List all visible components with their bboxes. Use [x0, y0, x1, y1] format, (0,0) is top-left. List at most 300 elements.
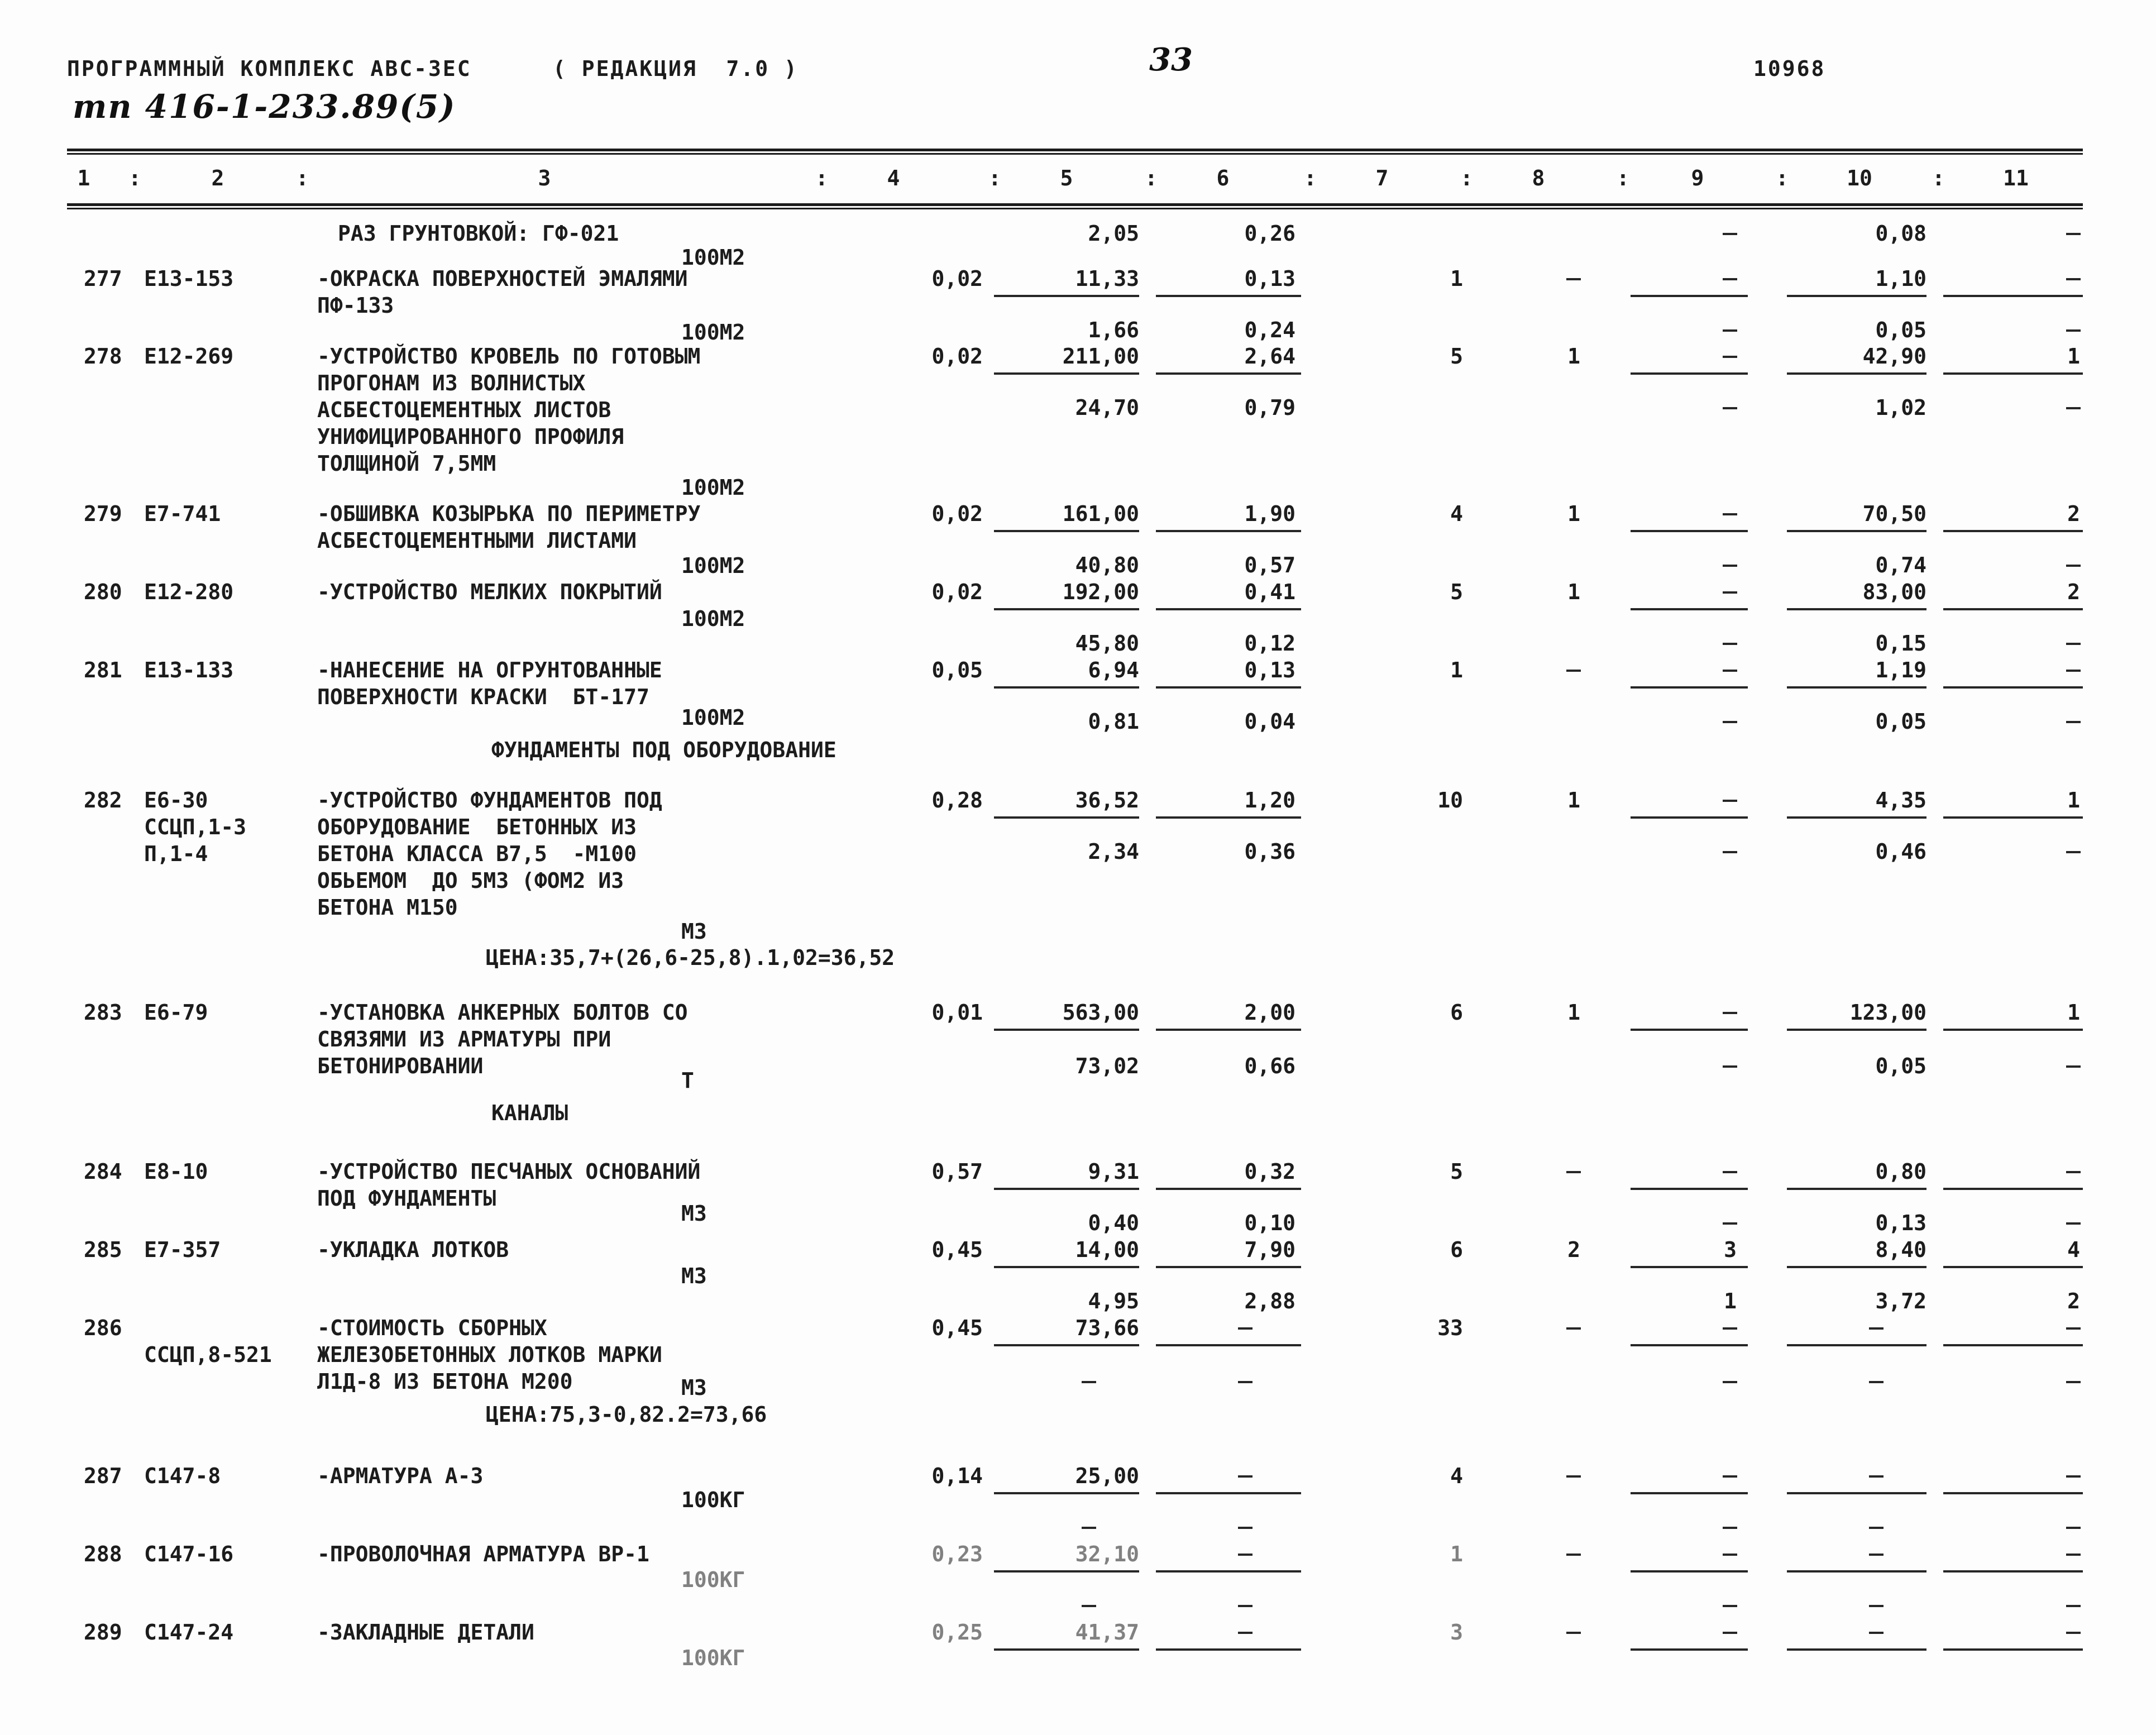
value-c8: 1 [1567, 788, 1580, 812]
price-formula: ЦЕНА:35,7+(26,6-25,8).1,02=36,52 [486, 945, 895, 970]
underline-c10 [1787, 1492, 1926, 1494]
value-c7: 6 [1450, 1237, 1463, 1262]
value-c11: 1 [2067, 788, 2080, 812]
underline-c9 [1631, 1029, 1748, 1031]
value-dash-c6 [1238, 1475, 1253, 1478]
underline-c6 [1156, 1344, 1301, 1346]
sub-dash-c11 [2066, 1222, 2081, 1225]
work-description-line: ОБОРУДОВАНИЕ БЕТОННЫХ ИЗ [317, 815, 637, 839]
work-description-line: -УСТРОЙСТВО ПЕСЧАНЫХ ОСНОВАНИЙ [317, 1159, 701, 1184]
sub-dash-c11 [2066, 329, 2081, 332]
row-number: 285 [84, 1237, 122, 1262]
value-c4: 0,45 [931, 1237, 983, 1262]
unit-of-measure: 100КГ [681, 1646, 745, 1670]
column-separator: : [1460, 166, 1473, 190]
value-c4: 0,28 [931, 788, 983, 812]
value-c4: 0,02 [931, 501, 983, 526]
resource-code: С147-8 [144, 1464, 221, 1488]
value-c10: 123,00 [1849, 1000, 1926, 1025]
value-c8: 1 [1567, 344, 1580, 369]
sub-value-c10: 0,05 [1875, 1054, 1926, 1078]
program-title: ПРОГРАММНЫЙ КОМПЛЕКС АВС-3ЕС [67, 56, 472, 81]
value-c4: 0,02 [931, 344, 983, 369]
underline-c6 [1156, 372, 1301, 375]
column-separator: : [296, 166, 309, 190]
doc-code: 10968 [1753, 56, 1826, 81]
underline-c5 [994, 1188, 1139, 1190]
work-description-line: -ОКРАСКА ПОВЕРХНОСТЕЙ ЭМАЛЯМИ [317, 266, 688, 291]
underline-c5 [994, 1266, 1139, 1268]
price-formula: ЦЕНА:75,3-0,82.2=73,66 [486, 1402, 767, 1427]
unit-of-measure: 100М2 [681, 553, 745, 578]
value-c4: 0,05 [931, 658, 983, 682]
sub-dash-c5 [1082, 1381, 1096, 1383]
value-dash-c9 [1723, 1171, 1737, 1173]
underline-c6 [1156, 1648, 1301, 1651]
sub-dash-c9 [1723, 407, 1737, 409]
value-c7: 1 [1450, 658, 1463, 682]
value-dash-c11 [2066, 1632, 2081, 1634]
underline-c9 [1631, 1266, 1748, 1268]
sub-dash-c6 [1238, 1605, 1253, 1607]
value-c9: 3 [1724, 1237, 1737, 1262]
underline-c6 [1156, 1492, 1301, 1494]
underline-c6 [1156, 816, 1301, 819]
sub-dash-c11 [2066, 1065, 2081, 1068]
row-number: 283 [84, 1000, 122, 1025]
unit-of-measure: 100КГ [681, 1567, 745, 1592]
value-dash-c11 [2066, 233, 2081, 235]
work-description-line: СВЯЗЯМИ ИЗ АРМАТУРЫ ПРИ [317, 1027, 611, 1051]
value-c7: 5 [1450, 344, 1463, 369]
value-c10: 1,10 [1875, 266, 1926, 291]
sub-dash-c9 [1723, 329, 1737, 332]
column-separator: : [1617, 166, 1629, 190]
underline-c5 [994, 1492, 1139, 1494]
resource-code: Е12-280 [144, 580, 234, 604]
header-rule-bottom [67, 203, 2083, 206]
sub-dash-c11 [2066, 851, 2081, 853]
value-c4: 0,01 [931, 1000, 983, 1025]
underline-c10 [1787, 530, 1926, 532]
underline-c9 [1631, 530, 1748, 532]
value-c5: 41,37 [1075, 1620, 1139, 1645]
resource-code: С147-16 [144, 1542, 234, 1566]
sub-value-c5: 45,80 [1075, 631, 1139, 656]
work-description-line: УНИФИЦИРОВАННОГО ПРОФИЛЯ [317, 424, 624, 449]
sub-value-c6: 0,24 [1244, 318, 1295, 342]
row-number: 279 [84, 501, 122, 526]
sub-dash-c11 [2066, 643, 2081, 645]
underline-c11 [1943, 372, 2083, 375]
unit-of-measure: М3 [681, 1201, 707, 1226]
underline-c9 [1631, 686, 1748, 689]
underline-c9 [1631, 1188, 1748, 1190]
underline-c11 [1943, 1266, 2083, 1268]
value-dash-c11 [2066, 1171, 2081, 1173]
value-dash-c6 [1238, 1554, 1253, 1556]
work-description-line: -УСТРОЙСТВО КРОВЕЛЬ ПО ГОТОВЫМ [317, 344, 701, 369]
value-c5: 32,10 [1075, 1542, 1139, 1566]
column-header-7: 7 [1375, 166, 1389, 190]
underline-c6 [1156, 1029, 1301, 1031]
underline-c5 [994, 295, 1139, 297]
underline-c5 [994, 530, 1139, 532]
sub-dash-c10 [1869, 1527, 1883, 1529]
underline-c5 [994, 1648, 1139, 1651]
value-c10: 8,40 [1875, 1237, 1926, 1262]
resource-code: Е7-741 [144, 501, 221, 526]
value-c5: 6,94 [1088, 658, 1139, 682]
resource-code: Е13-133 [144, 658, 234, 682]
row-number: 280 [84, 580, 122, 604]
value-c5: 14,00 [1075, 1237, 1139, 1262]
value-dash-c9 [1723, 1475, 1737, 1478]
value-c7: 4 [1450, 501, 1463, 526]
value-c6: 1,20 [1244, 788, 1295, 812]
value-c11: 1 [2067, 1000, 2080, 1025]
sub-dash-c6 [1238, 1527, 1253, 1529]
value-c6: 1,90 [1244, 501, 1295, 526]
value-c10: 70,50 [1862, 501, 1926, 526]
value-c10: 4,35 [1875, 788, 1926, 812]
page-number: 33 [1149, 41, 1193, 78]
resource-code-line2: ССЦП,1-3 [144, 815, 247, 839]
sub-dash-c10 [1869, 1381, 1883, 1383]
sub-dash-c11 [2066, 1605, 2081, 1607]
underline-c5 [994, 608, 1139, 610]
work-description-line: Л1Д-8 ИЗ БЕТОНА М200 [317, 1369, 573, 1394]
value-dash-c10 [1869, 1327, 1883, 1330]
column-header-2: 2 [211, 166, 224, 190]
underline-c11 [1943, 1029, 2083, 1031]
unit-of-measure: 100М2 [681, 606, 745, 631]
value-c10: 0,08 [1875, 221, 1926, 246]
value-c8: 1 [1567, 1000, 1580, 1025]
unit-of-measure: 100М2 [681, 245, 745, 270]
work-description-line: БЕТОНА М150 [317, 895, 458, 920]
value-c5: 36,52 [1075, 788, 1139, 812]
sub-value-c5: 0,40 [1088, 1211, 1139, 1235]
underline-c6 [1156, 686, 1301, 689]
column-separator: : [128, 166, 141, 190]
value-dash-c11 [2066, 670, 2081, 672]
sub-value-c5: 73,02 [1075, 1054, 1139, 1078]
value-c6: 0,26 [1244, 221, 1295, 246]
row-number: 287 [84, 1464, 122, 1488]
work-description-line: -АРМАТУРА А-3 [317, 1464, 484, 1488]
unit-of-measure: М3 [681, 919, 707, 944]
sub-dash-c9 [1723, 1527, 1737, 1529]
underline-c11 [1943, 1344, 2083, 1346]
sub-value-c10: 0,46 [1875, 839, 1926, 864]
value-dash-c11 [2066, 278, 2081, 280]
sub-value-c5: 40,80 [1075, 553, 1139, 577]
column-header-6: 6 [1216, 166, 1230, 190]
value-c5: 11,33 [1075, 266, 1139, 291]
row-number: 284 [84, 1159, 122, 1184]
work-description-line: БЕТОНА КЛАССА В7,5 -М100 [317, 842, 637, 866]
sub-value-c5: 1,66 [1088, 318, 1139, 342]
column-header-4: 4 [887, 166, 900, 190]
sub-dash-c9 [1723, 721, 1737, 723]
value-c7: 5 [1450, 1159, 1463, 1184]
value-dash-c10 [1869, 1475, 1883, 1478]
value-c7: 3 [1450, 1620, 1463, 1645]
sub-dash-c11 [2066, 1527, 2081, 1529]
underline-c11 [1943, 1570, 2083, 1573]
value-dash-c9 [1723, 670, 1737, 672]
value-dash-c9 [1723, 591, 1737, 594]
sub-value-c10: 0,13 [1875, 1211, 1926, 1235]
work-description-line: АСБЕСТОЦЕМЕНТНЫМИ ЛИСТАМИ [317, 528, 637, 553]
unit-of-measure: 100М2 [681, 705, 745, 730]
value-c11: 1 [2067, 344, 2080, 369]
value-dash-c11 [2066, 1475, 2081, 1478]
value-dash-c6 [1238, 1632, 1253, 1634]
column-separator: : [1145, 166, 1158, 190]
value-c4: 0,25 [931, 1620, 983, 1645]
value-dash-c10 [1869, 1632, 1883, 1634]
sub-dash-c11 [2066, 565, 2081, 567]
value-dash-c9 [1723, 1554, 1737, 1556]
value-c7: 1 [1450, 266, 1463, 291]
work-description-line: РАЗ ГРУНТОВКОЙ: ГФ-021 [338, 221, 619, 246]
section-title: ФУНДАМЕНТЫ ПОД ОБОРУДОВАНИЕ [491, 738, 836, 762]
value-c11: 2 [2067, 580, 2080, 604]
underline-c9 [1631, 1344, 1748, 1346]
underline-c6 [1156, 608, 1301, 610]
value-c6: 0,13 [1244, 266, 1295, 291]
value-c5: 211,00 [1062, 344, 1139, 369]
row-number: 277 [84, 266, 122, 291]
sub-dash-c11 [2066, 721, 2081, 723]
work-description-line: -ПРОВОЛОЧНАЯ АРМАТУРА ВР-1 [317, 1542, 649, 1566]
work-description-line: ПОД ФУНДАМЕНТЫ [317, 1186, 496, 1211]
column-header-9: 9 [1691, 166, 1704, 190]
work-description-line: ТОЛЩИНОЙ 7,5ММ [317, 451, 496, 476]
value-c7: 10 [1437, 788, 1463, 812]
column-header-3: 3 [538, 166, 551, 190]
underline-c9 [1631, 816, 1748, 819]
edition-label: ( РЕДАКЦИЯ 7.0 ) [553, 56, 799, 81]
underline-c11 [1943, 816, 2083, 819]
value-c4: 0,02 [931, 580, 983, 604]
sub-value-c6: 0,12 [1244, 631, 1295, 656]
value-c5: 9,31 [1088, 1159, 1139, 1184]
work-description-line: -УСТРОЙСТВО МЕЛКИХ ПОКРЫТИЙ [317, 580, 662, 604]
underline-c11 [1943, 295, 2083, 297]
value-dash-c8 [1566, 1171, 1581, 1173]
underline-c11 [1943, 1492, 2083, 1494]
column-header-5: 5 [1060, 166, 1073, 190]
sub-dash-c9 [1723, 643, 1737, 645]
sub-value-c5: 4,95 [1088, 1289, 1139, 1313]
underline-c5 [994, 372, 1139, 375]
header-rule-top-2 [67, 153, 2083, 155]
value-c8: 1 [1567, 501, 1580, 526]
value-dash-c9 [1723, 513, 1737, 515]
value-c7: 33 [1437, 1316, 1463, 1340]
value-dash-c8 [1566, 670, 1581, 672]
underline-c6 [1156, 1188, 1301, 1190]
underline-c6 [1156, 295, 1301, 297]
work-description-line: -УСТРОЙСТВО ФУНДАМЕНТОВ ПОД [317, 788, 662, 812]
underline-c6 [1156, 1570, 1301, 1573]
row-number: 281 [84, 658, 122, 682]
work-description-line: -ОБШИВКА КОЗЫРЬКА ПО ПЕРИМЕТРУ [317, 501, 701, 526]
value-c7: 5 [1450, 580, 1463, 604]
underline-c10 [1787, 686, 1926, 689]
column-separator: : [1776, 166, 1789, 190]
underline-c10 [1787, 816, 1926, 819]
sub-dash-c9 [1723, 1065, 1737, 1068]
sub-value-c6: 0,04 [1244, 709, 1295, 734]
column-separator: : [1304, 166, 1317, 190]
value-c7: 6 [1450, 1000, 1463, 1025]
underline-c10 [1787, 1029, 1926, 1031]
underline-c10 [1787, 295, 1926, 297]
sub-dash-c11 [2066, 1381, 2081, 1383]
underline-c5 [994, 1344, 1139, 1346]
resource-code-line2: ССЦП,8-521 [144, 1342, 272, 1367]
underline-c11 [1943, 1188, 2083, 1190]
value-dash-c9 [1723, 1327, 1737, 1330]
row-number: 286 [84, 1316, 122, 1340]
value-dash-c9 [1723, 278, 1737, 280]
value-dash-c8 [1566, 278, 1581, 280]
underline-c10 [1787, 608, 1926, 610]
value-c6: 7,90 [1244, 1237, 1295, 1262]
underline-c10 [1787, 372, 1926, 375]
value-c7: 4 [1450, 1464, 1463, 1488]
value-dash-c8 [1566, 1554, 1581, 1556]
underline-c10 [1787, 1188, 1926, 1190]
resource-code: Е13-153 [144, 266, 234, 291]
value-dash-c9 [1723, 800, 1737, 802]
value-c11: 4 [2067, 1237, 2080, 1262]
resource-code: Е7-357 [144, 1237, 221, 1262]
underline-c9 [1631, 1492, 1748, 1494]
value-c8: 1 [1567, 580, 1580, 604]
work-description-line: ОБЬЕМОМ ДО 5М3 (ФОМ2 ИЗ [317, 868, 624, 893]
value-c5: 25,00 [1075, 1464, 1139, 1488]
sub-value-c6: 0,66 [1244, 1054, 1295, 1078]
value-c10: 83,00 [1862, 580, 1926, 604]
work-description-line: -УСТАНОВКА АНКЕРНЫХ БОЛТОВ СО [317, 1000, 688, 1025]
unit-of-measure: 100М2 [681, 320, 745, 345]
work-description-line: БЕТОНИРОВАНИИ [317, 1054, 484, 1078]
value-c5: 192,00 [1062, 580, 1139, 604]
header-rule-top [67, 149, 2083, 151]
underline-c11 [1943, 608, 2083, 610]
work-description-line: ПФ-133 [317, 293, 394, 318]
resource-code: Е6-30 [144, 788, 208, 812]
value-dash-c9 [1723, 1012, 1737, 1014]
value-c4: 0,45 [931, 1316, 983, 1340]
value-dash-c8 [1566, 1327, 1581, 1330]
work-description-line: -УКЛАДКА ЛОТКОВ [317, 1237, 509, 1262]
value-c4: 0,02 [931, 266, 983, 291]
sub-value-c10: 0,05 [1875, 318, 1926, 342]
work-description-line: АСБЕСТОЦЕМЕНТНЫХ ЛИСТОВ [317, 398, 611, 422]
column-header-11: 11 [2003, 166, 2029, 190]
sub-value-c10: 0,15 [1875, 631, 1926, 656]
underline-c10 [1787, 1570, 1926, 1573]
sub-value-c6: 2,88 [1244, 1289, 1295, 1313]
resource-code: Е6-79 [144, 1000, 208, 1025]
sub-dash-c5 [1082, 1605, 1096, 1607]
value-c6: 0,32 [1244, 1159, 1295, 1184]
row-number: 289 [84, 1620, 122, 1645]
value-c10: 42,90 [1862, 344, 1926, 369]
sub-value-c10: 0,05 [1875, 709, 1926, 734]
unit-of-measure: Т [681, 1068, 694, 1093]
resource-code: Е8-10 [144, 1159, 208, 1184]
value-c7: 1 [1450, 1542, 1463, 1566]
work-description-line: -СТОИМОСТЬ СБОРНЫХ [317, 1316, 547, 1340]
section-title: КАНАЛЫ [491, 1101, 568, 1125]
unit-of-measure: 100М2 [681, 475, 745, 500]
value-dash-c8 [1566, 1475, 1581, 1478]
sub-value-c6: 0,10 [1244, 1211, 1295, 1235]
value-c4: 0,57 [931, 1159, 983, 1184]
work-description-line: -НАНЕСЕНИЕ НА ОГРУНТОВАННЫЕ [317, 658, 662, 682]
underline-c9 [1631, 372, 1748, 375]
sub-value-c10: 1,02 [1875, 395, 1926, 420]
resource-code: С147-24 [144, 1620, 234, 1645]
sub-dash-c11 [2066, 407, 2081, 409]
underline-c9 [1631, 295, 1748, 297]
sub-dash-c9 [1723, 851, 1737, 853]
value-dash-c8 [1566, 1632, 1581, 1634]
underline-c10 [1787, 1266, 1926, 1268]
value-dash-c11 [2066, 1554, 2081, 1556]
value-c6: 2,64 [1244, 344, 1295, 369]
sub-value-c5: 0,81 [1088, 709, 1139, 734]
underline-c10 [1787, 1344, 1926, 1346]
work-description-line: ЖЕЛЕЗОБЕТОННЫХ ЛОТКОВ МАРКИ [317, 1342, 662, 1367]
value-dash-c9 [1723, 233, 1737, 235]
row-number: 282 [84, 788, 122, 812]
value-c5: 563,00 [1062, 1000, 1139, 1025]
unit-of-measure: 100КГ [681, 1488, 745, 1512]
sub-value-c6: 0,36 [1244, 839, 1295, 864]
value-c11: 2 [2067, 501, 2080, 526]
sub-dash-c5 [1082, 1527, 1096, 1529]
sub-dash-c9 [1723, 565, 1737, 567]
underline-c11 [1943, 1648, 2083, 1651]
sub-dash-c9 [1723, 1222, 1737, 1225]
sub-value-c5: 2,34 [1088, 839, 1139, 864]
column-separator: : [988, 166, 1001, 190]
value-c5: 73,66 [1075, 1316, 1139, 1340]
column-separator: : [815, 166, 828, 190]
underline-c6 [1156, 1266, 1301, 1268]
sub-value-c5: 24,70 [1075, 395, 1139, 420]
row-number: 278 [84, 344, 122, 369]
underline-c10 [1787, 1648, 1926, 1651]
value-c5: 2,05 [1088, 221, 1139, 246]
value-c8: 2 [1567, 1237, 1580, 1262]
value-c6: 0,13 [1244, 658, 1295, 682]
value-dash-c9 [1723, 356, 1737, 358]
column-header-8: 8 [1532, 166, 1545, 190]
value-dash-c11 [2066, 1327, 2081, 1330]
underline-c9 [1631, 1570, 1748, 1573]
value-c10: 1,19 [1875, 658, 1926, 682]
column-header-10: 10 [1847, 166, 1872, 190]
